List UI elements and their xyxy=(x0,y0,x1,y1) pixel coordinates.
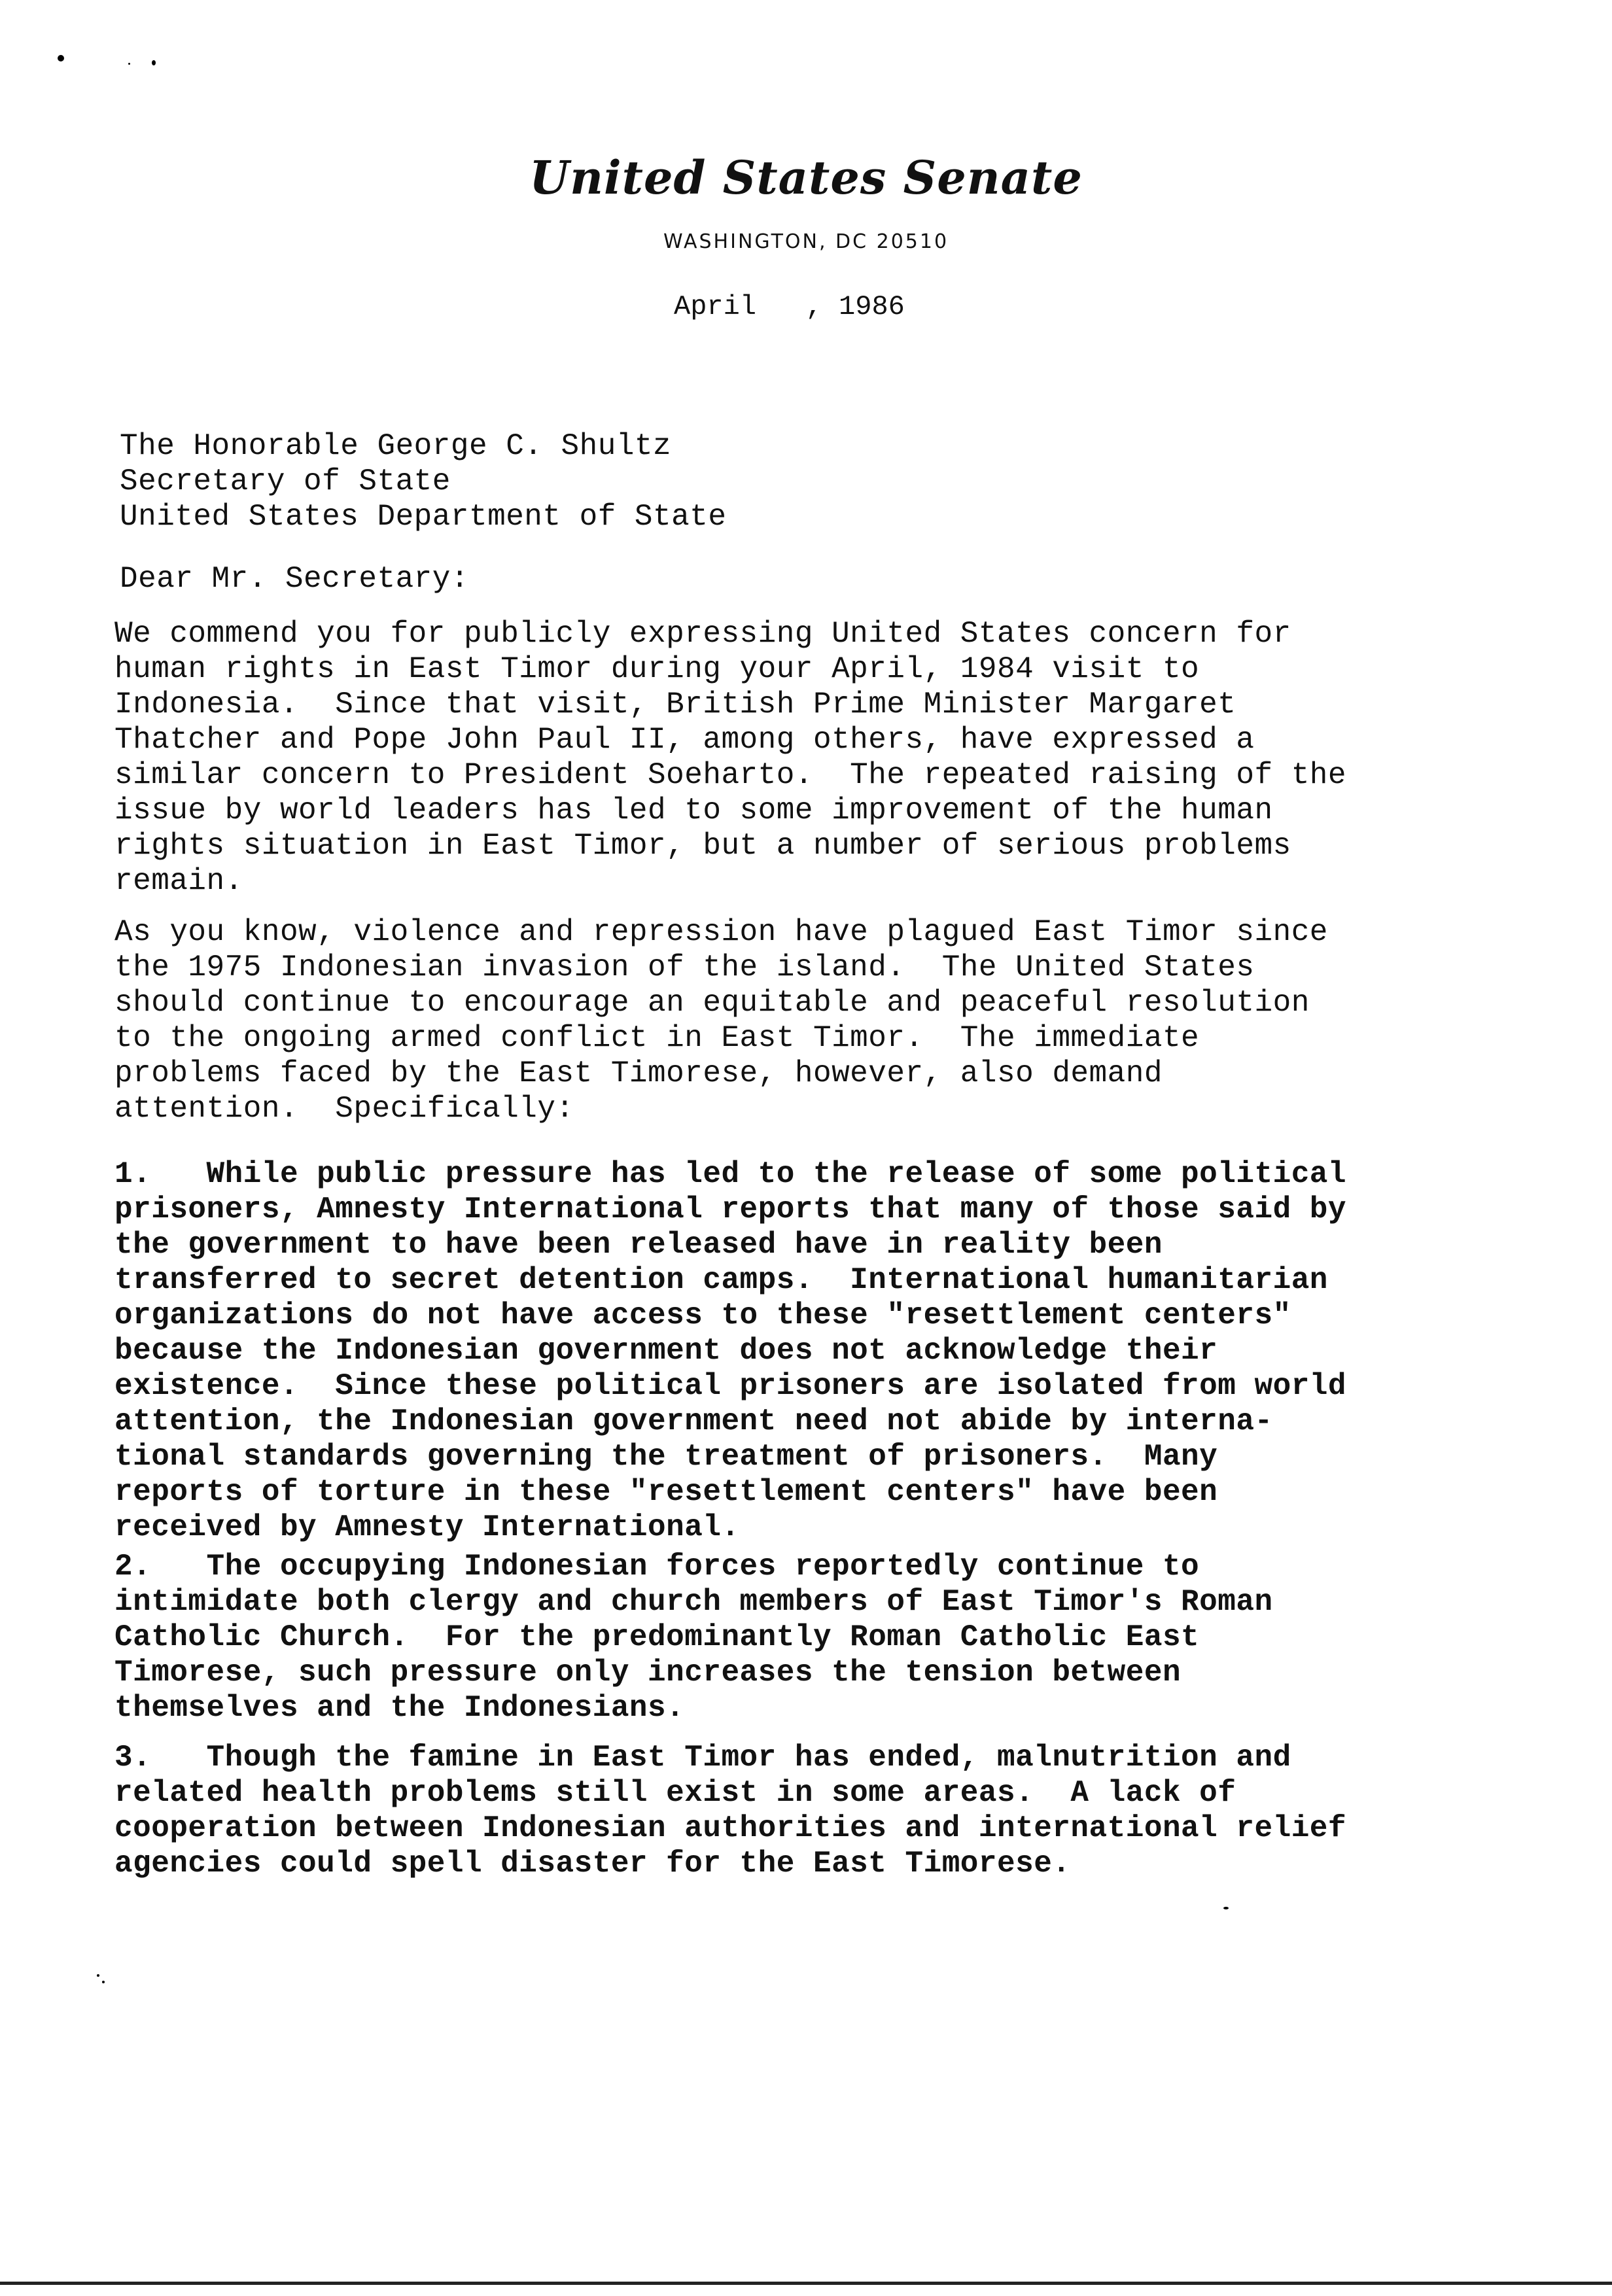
text-line: rights situation in East Timor, but a number of serious problems xyxy=(114,829,1291,863)
text-line: reports of torture in these "resettlement centers" have been xyxy=(114,1475,1218,1509)
letter-date: April , 1986 xyxy=(674,291,905,322)
scan-speck xyxy=(128,63,130,65)
text-line: related health problems still exist in some areas. A lack of xyxy=(114,1776,1236,1810)
salutation: Dear Mr. Secretary: xyxy=(120,562,469,596)
scan-speck xyxy=(102,1981,105,1983)
text-line: Timorese, such pressure only increases the tension between xyxy=(114,1656,1182,1690)
text-line: attention. Specifically: xyxy=(114,1092,574,1126)
text-line: agencies could spell disaster for the East Timorese. xyxy=(114,1847,1071,1881)
scan-bottom-edge xyxy=(0,2282,1612,2285)
text-line: organizations do not have access to these "resettlement centers" xyxy=(114,1298,1291,1332)
addressee-title: Secretary of State xyxy=(120,464,451,498)
paragraph-background xyxy=(114,914,1508,1126)
text-line: human rights in East Timor during your April, 1984 visit to xyxy=(114,652,1200,686)
text-line: 2. The occupying Indonesian forces reportedly continue to xyxy=(114,1550,1200,1584)
scan-speck xyxy=(58,55,64,61)
text-line: intimidate both clergy and church members of East Timor's Roman xyxy=(114,1585,1273,1619)
text-line: similar concern to President Soeharto. The repeated raising of the xyxy=(114,758,1347,792)
text-line: to the ongoing armed conflict in East Timor. The immediate xyxy=(114,1021,1200,1055)
paragraph-point-3 xyxy=(114,1740,1508,1881)
text-line: Catholic Church. For the predominantly Roman Catholic East xyxy=(114,1620,1200,1654)
text-line: 3. Though the famine in East Timor has ended, malnutrition and xyxy=(114,1741,1291,1775)
text-line: Indonesia. Since that visit, British Prime Minister Margaret xyxy=(114,687,1236,722)
text-line: transferred to secret detention camps. International humanitarian xyxy=(114,1263,1328,1297)
paragraph-intro xyxy=(114,616,1508,899)
addressee-name: The Honorable George C. Shultz xyxy=(120,429,672,463)
text-line: the 1975 Indonesian invasion of the island. The United States xyxy=(114,950,1255,984)
text-line: the government to have been released have in reality been xyxy=(114,1228,1163,1262)
paragraph-point-1 xyxy=(114,1157,1508,1545)
scan-speck xyxy=(97,1974,99,1977)
letterhead-title: United States Senate xyxy=(529,150,1083,205)
text-line: remain. xyxy=(114,864,243,898)
text-line: should continue to encourage an equitable and peaceful resolution xyxy=(114,986,1310,1020)
text-line: prisoners, Amnesty International reports that many of those said by xyxy=(114,1192,1347,1226)
text-line: themselves and the Indonesians. xyxy=(114,1691,685,1725)
text-line: tional standards governing the treatment of prisoners. Many xyxy=(114,1440,1218,1474)
text-line: received by Amnesty International. xyxy=(114,1510,740,1544)
text-line: We commend you for publicly expressing United States concern for xyxy=(114,617,1291,651)
text-line: Thatcher and Pope John Paul II, among others, have expressed a xyxy=(114,723,1255,757)
text-line: problems faced by the East Timorese, however, also demand xyxy=(114,1056,1163,1090)
letterhead-address: WASHINGTON, DC 20510 xyxy=(663,230,949,253)
text-line: issue by world leaders has led to some improvement of the human xyxy=(114,793,1273,827)
addressee-block xyxy=(120,428,1494,534)
text-line: As you know, violence and repression have plagued East Timor since xyxy=(114,915,1328,949)
scan-speck xyxy=(152,60,156,65)
paragraph-point-2 xyxy=(114,1549,1508,1726)
addressee-department: United States Department of State xyxy=(120,500,727,534)
text-line: cooperation between Indonesian authorities and international relief xyxy=(114,1811,1347,1845)
text-line: attention, the Indonesian government need not abide by interna- xyxy=(114,1404,1273,1438)
text-line: because the Indonesian government does not acknowledge their xyxy=(114,1334,1218,1368)
scan-speck xyxy=(1223,1907,1229,1909)
text-line: existence. Since these political prisoners are isolated from world xyxy=(114,1369,1347,1403)
text-line: 1. While public pressure has led to the release of some political xyxy=(114,1157,1347,1191)
